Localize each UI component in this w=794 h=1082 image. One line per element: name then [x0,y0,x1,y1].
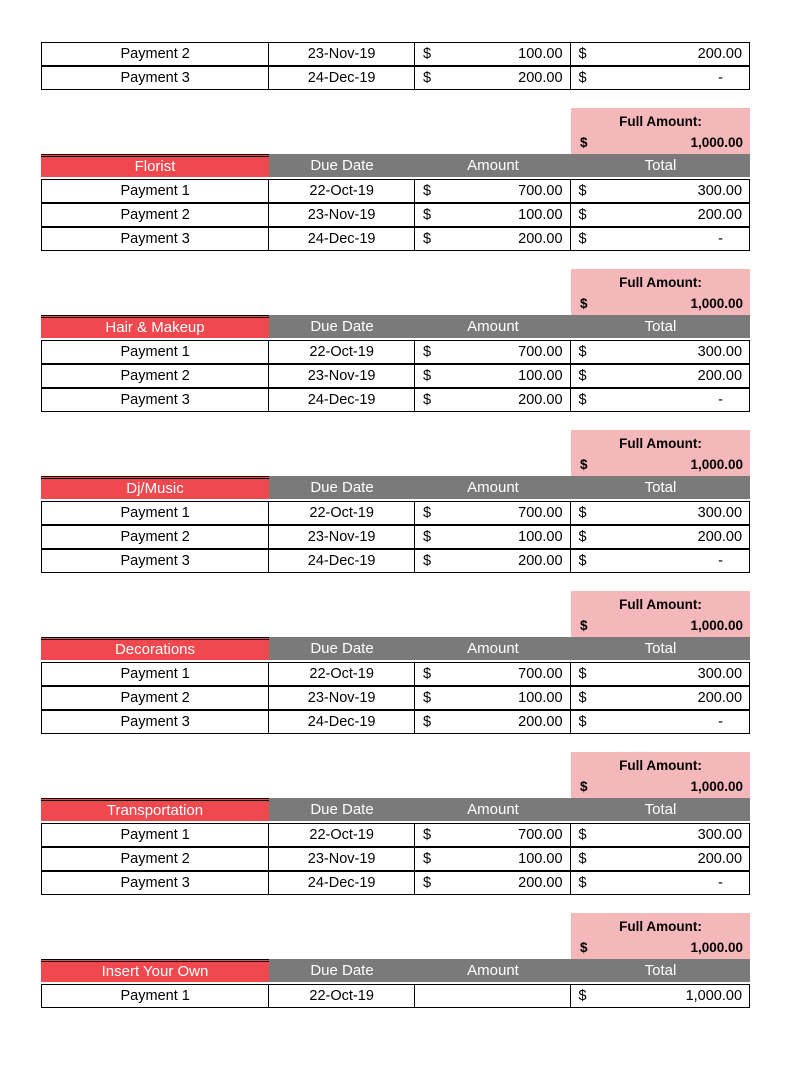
amount-value: 700.00 [518,666,563,682]
currency-symbol: $ [578,988,587,1004]
total-value: - [718,875,724,891]
currency-symbol: $ [422,827,432,843]
due-date-cell: 24-Dec-19 [269,67,415,89]
full-amount-value: 1,000.00 [690,940,743,955]
amount-value: 100.00 [518,529,563,545]
currency-symbol: $ [580,940,588,955]
total-cell [571,663,750,685]
currency-symbol: $ [580,296,588,311]
payment-label: Payment 2 [42,365,269,387]
due-date-header: Due Date [269,637,415,660]
amount-value: 200.00 [518,875,563,891]
section-title: Hair & Makeup [41,315,269,338]
amount-value: 100.00 [518,207,563,223]
table-row [41,662,750,686]
total-value: 200.00 [697,207,743,223]
currency-symbol: $ [422,70,432,86]
total-value: 300.00 [697,183,743,199]
currency-symbol: $ [422,392,432,408]
payment-label: Payment 2 [42,43,269,65]
amount-value: 200.00 [518,714,563,730]
full-amount-label: Full Amount: [619,436,702,451]
amount-cell [415,711,571,733]
table-row [41,686,750,710]
amount-header: Amount [415,154,571,177]
payment-label: Payment 2 [42,526,269,548]
total-cell [571,389,750,411]
due-date-cell: 23-Nov-19 [269,365,415,387]
currency-symbol: $ [578,851,587,867]
amount-value: 700.00 [518,505,563,521]
currency-symbol: $ [422,714,432,730]
table-row [41,227,750,251]
full-amount-value: 1,000.00 [690,618,743,633]
vendor-section [41,895,750,1008]
vendor-section [41,573,750,734]
total-value: 300.00 [697,505,743,521]
full-amount-label: Full Amount: [619,919,702,934]
total-cell [571,526,750,548]
currency-symbol: $ [580,779,588,794]
currency-symbol: $ [578,714,587,730]
total-value: 300.00 [697,344,743,360]
total-cell [571,43,750,65]
section-title: Dj/Music [41,476,269,499]
amount-value: 200.00 [518,392,563,408]
full-amount-value: 1,000.00 [690,296,743,311]
currency-symbol: $ [578,505,587,521]
full-amount-box [571,591,750,637]
amount-cell [415,43,571,65]
total-value: 200.00 [697,46,743,62]
currency-symbol: $ [578,207,587,223]
due-date-cell: 23-Nov-19 [269,526,415,548]
section-title: Transportation [41,798,269,821]
amount-cell [415,824,571,846]
payment-label: Payment 3 [42,550,269,572]
table-row [41,823,750,847]
budget-sheet [41,42,750,1008]
total-cell [571,872,750,894]
table-row [41,710,750,734]
total-cell [571,711,750,733]
payment-label: Payment 3 [42,389,269,411]
full-amount-label: Full Amount: [619,275,702,290]
currency-symbol: $ [422,851,432,867]
table-row [41,549,750,573]
section-header [41,476,750,499]
full-amount-label: Full Amount: [619,758,702,773]
amount-cell [415,389,571,411]
amount-cell [415,550,571,572]
full-amount-label: Full Amount: [619,597,702,612]
currency-symbol: $ [580,135,588,150]
currency-symbol: $ [422,666,432,682]
amount-header: Amount [415,959,571,982]
section-title: Florist [41,154,269,177]
currency-symbol: $ [422,505,432,521]
currency-symbol: $ [422,231,432,247]
amount-value: 700.00 [518,344,563,360]
currency-symbol: $ [578,827,587,843]
amount-cell [415,204,571,226]
amount-value: 200.00 [518,553,563,569]
total-value: - [718,553,724,569]
total-value: - [718,70,724,86]
currency-symbol: $ [578,183,587,199]
currency-symbol: $ [578,231,587,247]
table-row [41,66,750,90]
due-date-cell: 24-Dec-19 [269,228,415,250]
table-row [41,179,750,203]
due-date-cell: 24-Dec-19 [269,550,415,572]
payment-label: Payment 1 [42,341,269,363]
table-row [41,42,750,66]
full-amount-box [571,269,750,315]
currency-symbol: $ [578,553,587,569]
currency-symbol: $ [580,618,588,633]
total-header: Total [571,154,750,177]
due-date-cell: 23-Nov-19 [269,204,415,226]
total-value: 300.00 [697,666,743,682]
table-row [41,388,750,412]
section-header [41,154,750,177]
payment-label: Payment 3 [42,872,269,894]
currency-symbol: $ [422,344,432,360]
payment-label: Payment 2 [42,848,269,870]
full-amount-box [571,913,750,959]
currency-symbol: $ [580,457,588,472]
amount-value: 100.00 [518,690,563,706]
total-cell [571,228,750,250]
due-date-header: Due Date [269,798,415,821]
section-header [41,959,750,982]
payment-label: Payment 3 [42,228,269,250]
total-cell [571,848,750,870]
section-title: Insert Your Own [41,959,269,982]
total-value: 200.00 [697,690,743,706]
amount-header: Amount [415,798,571,821]
top-payment-table [41,42,750,90]
due-date-header: Due Date [269,154,415,177]
total-cell [571,180,750,202]
payment-label: Payment 1 [42,502,269,524]
full-amount-label: Full Amount: [619,114,702,129]
total-header: Total [571,476,750,499]
currency-symbol: $ [422,183,432,199]
currency-symbol: $ [422,875,432,891]
amount-cell [415,67,571,89]
amount-cell [415,526,571,548]
amount-cell [415,502,571,524]
currency-symbol: $ [578,70,587,86]
currency-symbol: $ [578,46,587,62]
amount-cell [415,228,571,250]
total-value: 200.00 [697,368,743,384]
table-row [41,340,750,364]
currency-symbol: $ [578,368,587,384]
currency-symbol: $ [422,690,432,706]
total-header: Total [571,798,750,821]
due-date-cell: 24-Dec-19 [269,872,415,894]
due-date-cell: 22-Oct-19 [269,985,415,1007]
due-date-cell: 24-Dec-19 [269,389,415,411]
due-date-header: Due Date [269,476,415,499]
full-amount-box [571,108,750,154]
section-header [41,798,750,821]
due-date-header: Due Date [269,315,415,338]
amount-cell [415,341,571,363]
amount-header: Amount [415,637,571,660]
table-row [41,871,750,895]
total-header: Total [571,315,750,338]
payment-label: Payment 2 [42,204,269,226]
section-header [41,315,750,338]
payment-label: Payment 3 [42,67,269,89]
amount-value: 700.00 [518,183,563,199]
amount-cell [415,985,571,1007]
currency-symbol: $ [422,207,432,223]
section-header [41,637,750,660]
currency-symbol: $ [578,666,587,682]
due-date-cell: 22-Oct-19 [269,824,415,846]
due-date-cell: 24-Dec-19 [269,711,415,733]
total-value: 200.00 [697,851,743,867]
total-value: 1,000.00 [685,988,743,1004]
payment-label: Payment 1 [42,180,269,202]
amount-cell [415,687,571,709]
total-value: - [718,231,724,247]
section-title: Decorations [41,637,269,660]
currency-symbol: $ [422,368,432,384]
table-row [41,525,750,549]
total-header: Total [571,637,750,660]
table-row [41,364,750,388]
payment-label: Payment 1 [42,985,269,1007]
full-amount-box [571,430,750,476]
currency-symbol: $ [422,553,432,569]
currency-symbol: $ [578,392,587,408]
total-value: 200.00 [697,529,743,545]
full-amount-box [571,752,750,798]
due-date-header: Due Date [269,959,415,982]
due-date-cell: 22-Oct-19 [269,341,415,363]
table-row [41,501,750,525]
total-cell [571,985,750,1007]
total-cell [571,824,750,846]
amount-value: 100.00 [518,46,563,62]
full-amount-value: 1,000.00 [690,457,743,472]
amount-cell [415,180,571,202]
amount-value: 200.00 [518,70,563,86]
currency-symbol: $ [578,690,587,706]
vendor-section [41,251,750,412]
amount-cell [415,663,571,685]
total-cell [571,67,750,89]
due-date-cell: 22-Oct-19 [269,502,415,524]
amount-value: 700.00 [518,827,563,843]
currency-symbol: $ [422,46,432,62]
total-cell [571,204,750,226]
full-amount-value: 1,000.00 [690,779,743,794]
amount-header: Amount [415,315,571,338]
payment-label: Payment 1 [42,663,269,685]
vendor-section [41,412,750,573]
due-date-cell: 22-Oct-19 [269,180,415,202]
total-value: - [718,392,724,408]
table-row [41,984,750,1008]
amount-cell [415,365,571,387]
amount-value: 100.00 [518,851,563,867]
currency-symbol: $ [578,875,587,891]
amount-cell [415,872,571,894]
vendor-section [41,90,750,251]
payment-label: Payment 1 [42,824,269,846]
payment-label: Payment 2 [42,687,269,709]
currency-symbol: $ [578,529,587,545]
currency-symbol: $ [422,529,432,545]
total-cell [571,341,750,363]
amount-cell [415,848,571,870]
total-cell [571,502,750,524]
due-date-cell: 22-Oct-19 [269,663,415,685]
table-row [41,847,750,871]
currency-symbol: $ [578,344,587,360]
payment-label: Payment 3 [42,711,269,733]
full-amount-value: 1,000.00 [690,135,743,150]
due-date-cell: 23-Nov-19 [269,687,415,709]
total-value: 300.00 [697,827,743,843]
amount-header: Amount [415,476,571,499]
total-cell [571,365,750,387]
total-cell [571,687,750,709]
due-date-cell: 23-Nov-19 [269,848,415,870]
total-value: - [718,714,724,730]
amount-value: 100.00 [518,368,563,384]
table-row [41,203,750,227]
due-date-cell: 23-Nov-19 [269,43,415,65]
vendor-section [41,734,750,895]
total-cell [571,550,750,572]
total-header: Total [571,959,750,982]
amount-value: 200.00 [518,231,563,247]
